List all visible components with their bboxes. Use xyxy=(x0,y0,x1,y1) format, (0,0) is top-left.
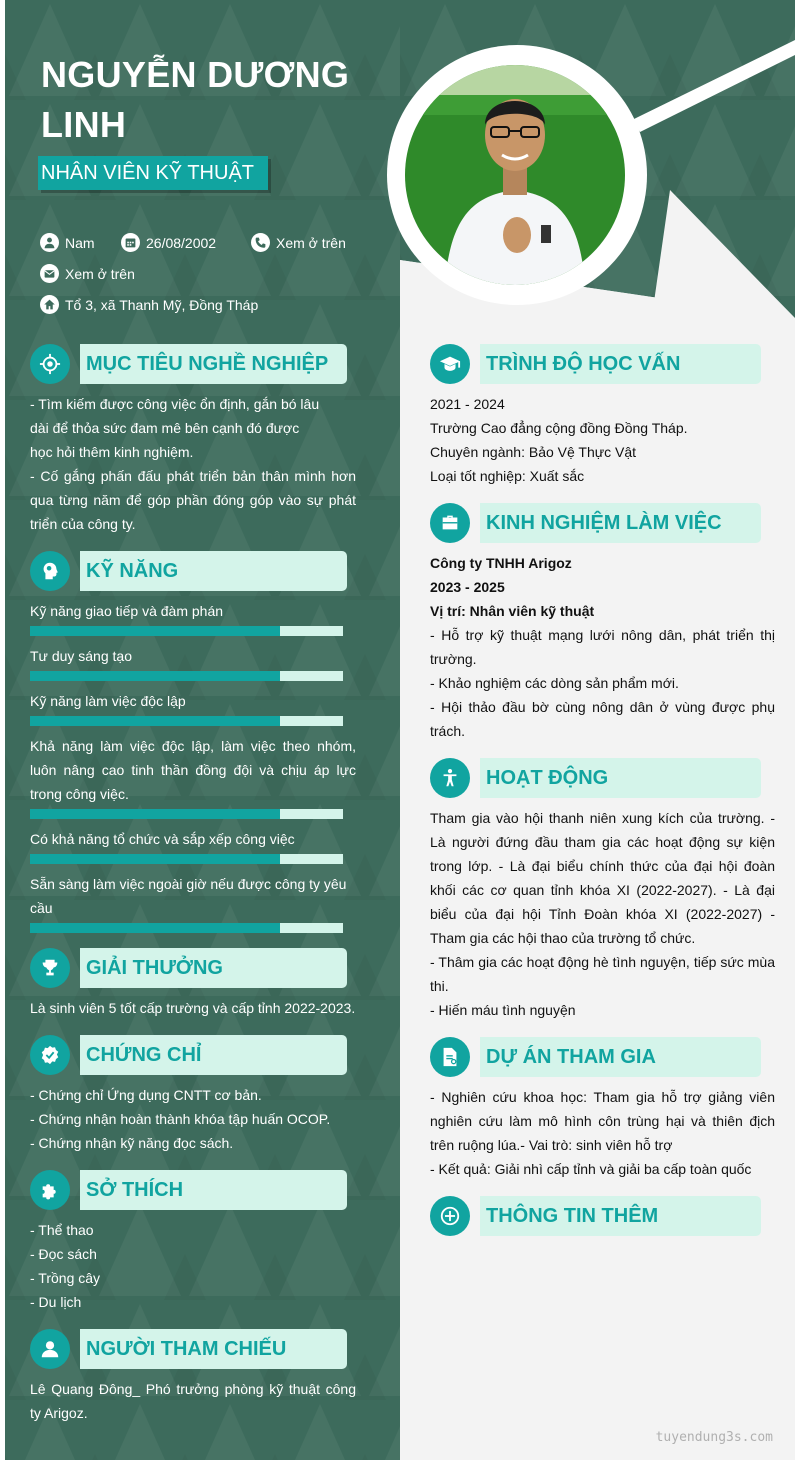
phone-info: Xem ở trên xyxy=(251,233,346,252)
mail-icon xyxy=(40,264,59,283)
brain-head-icon xyxy=(30,551,70,591)
project-line: - Kết quả: Giải nhì cấp tỉnh và giải ba cấp toàn quốc xyxy=(430,1161,752,1177)
objective-line: dài để thỏa sức đam mê bên cạnh đó được xyxy=(30,420,300,436)
certificate-item: - Chứng chỉ Ứng dụng CNTT cơ bản. xyxy=(30,1087,262,1103)
email-info: Xem ở trên xyxy=(40,264,135,283)
skill-level-bar xyxy=(30,626,343,636)
skill-label: Có khả năng tổ chức và sắp xếp công việc xyxy=(30,831,295,847)
reference-text: Lê Quang Đông_ Phó trưởng phòng kỹ thuật công ty Arigoz. xyxy=(30,1381,356,1421)
experience-duty: - Khảo nghiệm các dòng sản phẩm mới. xyxy=(430,675,679,691)
gender-info: Nam xyxy=(40,233,95,252)
experience-position: Vị trí: Nhân viên kỹ thuật xyxy=(430,603,595,619)
calendar-icon xyxy=(121,233,140,252)
skill-label: Kỹ năng giao tiếp và đàm phán xyxy=(30,603,224,619)
skill-level-fill xyxy=(30,809,280,819)
skill-level-fill xyxy=(30,716,280,726)
experience-duty: - Hội thảo đầu bờ cùng nông dân ở vùng được phụ trách. xyxy=(430,699,775,739)
skill-level-fill xyxy=(30,671,280,681)
target-icon xyxy=(30,344,70,384)
hobby-item: - Thể thao xyxy=(30,1222,94,1238)
skill-level-fill xyxy=(30,626,280,636)
job-title-badge: NHÂN VIÊN KỸ THUẬT xyxy=(38,156,268,190)
document-icon xyxy=(430,1037,470,1077)
trophy-icon xyxy=(30,948,70,988)
person-icon xyxy=(430,758,470,798)
user-icon xyxy=(40,233,59,252)
hobby-item: - Đọc sách xyxy=(30,1246,97,1262)
phone-icon xyxy=(251,233,270,252)
education-line: 2021 - 2024 xyxy=(430,396,505,412)
skill-level-bar xyxy=(30,716,343,726)
plus-circle-icon xyxy=(430,1196,470,1236)
user-icon xyxy=(30,1329,70,1369)
graduation-cap-icon xyxy=(430,344,470,384)
address-info: Tổ 3, xã Thanh Mỹ, Đồng Tháp xyxy=(40,295,258,314)
watermark: tuyendung3s.com xyxy=(655,1430,773,1445)
skill-level-bar xyxy=(30,854,343,864)
experience-company: Công ty TNHH Arigoz xyxy=(430,555,572,571)
education-line: Chuyên ngành: Bảo Vệ Thực Vật xyxy=(430,444,637,460)
objective-line: học hỏi thêm kinh nghiệm. xyxy=(30,444,194,460)
skill-level-bar xyxy=(30,923,343,933)
badge-check-icon xyxy=(30,1035,70,1075)
puzzle-icon xyxy=(30,1170,70,1210)
skill-level-bar xyxy=(30,809,343,819)
activity-paragraph: - Hiến máu tình nguyện xyxy=(430,1002,576,1018)
experience-period: 2023 - 2025 xyxy=(430,579,505,595)
skill-level-bar xyxy=(30,671,343,681)
education-line: Loại tốt nghiệp: Xuất sắc xyxy=(430,468,585,484)
cv-page: NGUYỄN DƯƠNG LINH NHÂN VIÊN KỸ THUẬT Nam 26/08/2002 Xem ở trên Xem ở trên Tổ 3, xã Thanh Mỹ, Đồng Tháp MỤC TIÊU NGHỀ NGHIỆP - Tìm kiếm được công việc ổn định, gắn bó lâu dài để thỏa sức đam mê bên cạnh đó được học hỏi thêm kinh nghiệm. - Cố gắng phấn đấu phát triển bản thân mình hơn qua từng năm để góp phần đóng góp vào sự phát triển của công ty. KỸ NĂNG Kỹ năng giao tiếp và đàm phán Tư duy sáng tạo Kỹ năng làm việc độc lập Khả năng làm việc độc lập, làm việc theo nhóm, luôn nâng cao tinh thần đồng đội và chịu áp lực trong công việc. Có khả năng tổ chức và sắp xếp công việc Sẵn sàng làm việc ngoài giờ nếu được công ty yêu cầu GIẢI THƯỞNG Là sinh viên 5 tốt cấp trường và cấp tỉnh 2022-2023. CHỨNG CHỈ - Chứng chỉ Ứng dụng CNTT cơ bản. - Chứng nhận hoàn thành khóa tập huấn OCOP. - Chứng nhận kỹ năng đọc sách. SỞ THÍCH - Thể thao - Đọc sách - Trồng cây - Du lịch NGƯỜI THAM CHIẾU Lê Quang Đông_ Phó trưởng phòng kỹ thuật công ty Arigoz. TRÌNH ĐỘ HỌC VẤN 2021 - 2024 Trường Cao đẳng cộng đồng Đồng Tháp. Chuyên ngành: Bảo Vệ Thực Vật Loại tốt nghiệp: Xuất sắc KINH NGHIỆM LÀM VIỆC Công ty TNHH Arigoz 2023 - 2025 Vị trí: Nhân viên kỹ thuật - Hỗ trợ kỹ thuật mạng lưới nông dân, phát triển thị trường. - Khảo nghiệm các dòng sản phẩm mới. - Hội thảo đầu bờ cùng nông dân ở vùng được phụ trách. HOẠT ĐỘNG Tham gia vào hội thanh niên xung kích của trường. - Là người đứng đầu tham gia các hoạt động sự kiện trong lớp. - Là đại biểu chính thức của đại hội đoàn khối các cơ quan tỉnh khóa XI (2022-2027). - Là đại biểu của đại hội Tỉnh Đoàn khóa XI (2022-2027) - Tham gia các hội thao của trường tổ chức. - Thâm gia các hoạt động hè tình nguyện, tiếp sức mùa thi. - Hiến máu tình nguyện DỰ ÁN THAM GIA - Nghiên cứu khoa học: Tham gia hỗ trợ giảng viên nghiên cứu làm mô hình côn trùng hại và thiên địch trên ruộng lúa.- Vai trò: sinh viên hỗ trợ - Kết quả: Giải nhì cấp tỉnh và giải ba cấp toàn quốc THÔNG TIN THÊM tuyendung3s.com xyxy=(5,0,795,1460)
skill-label: Kỹ năng làm việc độc lập xyxy=(30,693,186,709)
skill-level-fill xyxy=(30,923,280,933)
experience-duty: - Hỗ trợ kỹ thuật mạng lưới nông dân, phát triển thị trường. xyxy=(430,627,775,667)
avatar xyxy=(405,65,625,285)
activity-paragraph: Tham gia vào hội thanh niên xung kích của trường. - Là người đứng đầu tham gia các hoạt động sự kiện trong lớp. - Là đại biểu chính thức của đại hội đoàn khối các cơ quan tỉnh khóa XI (2022-2027). - Là đại biểu của đại hội Tỉnh Đoàn khóa XI (2022-2027) - Tham gia các hội thao của trường tổ chức. xyxy=(430,810,775,946)
activity-paragraph: - Thâm gia các hoạt động hè tình nguyện, tiếp sức mùa thi. xyxy=(430,954,775,994)
skill-label: Khả năng làm việc độc lập, làm việc theo nhóm, luôn nâng cao tinh thần đồng đội và chịu áp lực trong công việc. xyxy=(30,738,356,802)
project-line: - Nghiên cứu khoa học: Tham gia hỗ trợ giảng viên nghiên cứu làm mô hình côn trùng hại và thiên địch trên ruộng lúa.- Vai trò: sinh viên hỗ trợ xyxy=(430,1089,775,1153)
dob-info: 26/08/2002 xyxy=(121,233,216,252)
candidate-name: NGUYỄN DƯƠNG LINH xyxy=(41,54,350,145)
skill-level-fill xyxy=(30,854,280,864)
skill-label: Tư duy sáng tạo xyxy=(30,648,132,664)
home-icon xyxy=(40,295,59,314)
objective-line: - Tìm kiếm được công việc ổn định, gắn bó lâu xyxy=(30,396,320,412)
education-line: Trường Cao đẳng cộng đồng Đồng Tháp. xyxy=(430,420,688,436)
briefcase-icon xyxy=(430,503,470,543)
objective-line: - Cố gắng phấn đấu phát triển bản thân mình hơn qua từng năm để góp phần đóng góp vào sự phát triển của công ty. xyxy=(30,468,356,532)
hobby-item: - Trồng cây xyxy=(30,1270,101,1286)
certificate-item: - Chứng nhận kỹ năng đọc sách. xyxy=(30,1135,234,1151)
certificate-item: - Chứng nhận hoàn thành khóa tập huấn OCOP. xyxy=(30,1111,331,1127)
hobby-item: - Du lịch xyxy=(30,1294,82,1310)
awards-text: Là sinh viên 5 tốt cấp trường và cấp tỉnh 2022-2023. xyxy=(30,1000,356,1016)
skill-label: Sẵn sàng làm việc ngoài giờ nếu được công ty yêu cầu xyxy=(30,876,347,916)
